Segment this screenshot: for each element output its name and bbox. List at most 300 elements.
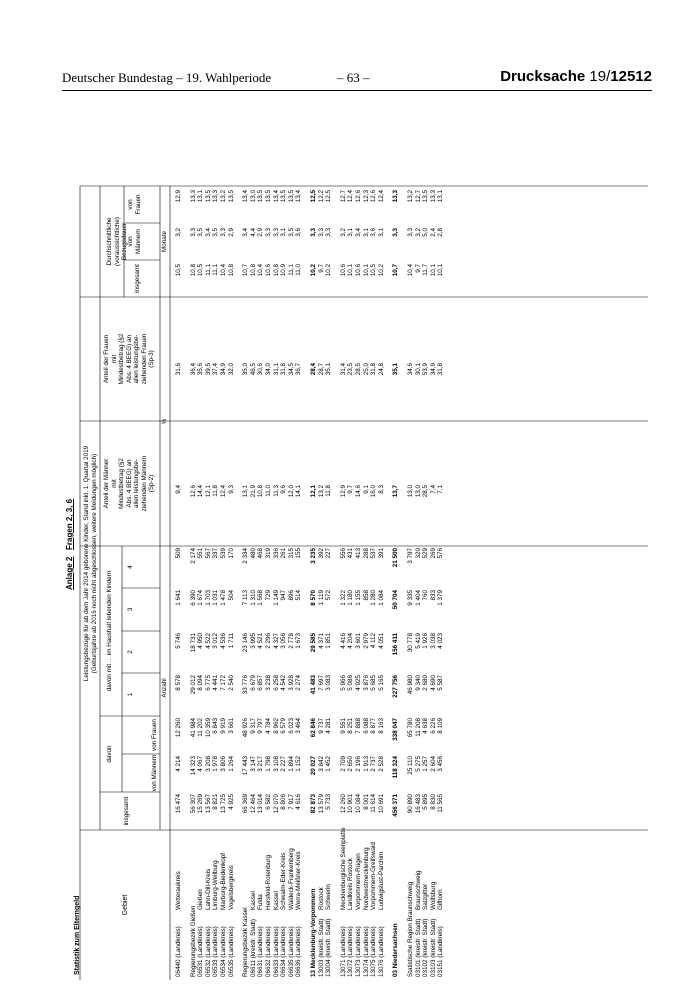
row-label: 03151 (Landkreis) xyxy=(437,926,445,977)
page-number: – 63 – xyxy=(337,70,370,85)
table-cell: 7,4 xyxy=(429,485,437,494)
anteil-frauen-line: Abs. 4 BEEG) an xyxy=(125,335,133,383)
table-cell: 1 798 xyxy=(265,756,272,772)
row-label: 06611 (kreisfr. Stadt) xyxy=(249,919,257,977)
table-cell: 9 340 xyxy=(414,675,422,691)
table-cell: 20 027 xyxy=(310,756,317,776)
table-cell: 6 775 xyxy=(204,675,212,691)
table-cell: 41 483 xyxy=(310,675,317,695)
table-cell: 3,3 xyxy=(265,228,272,237)
anteil-maenner-line: Anteil der Männer xyxy=(103,458,110,509)
table-cell: 261 xyxy=(280,548,288,559)
table-cell: 1 711 xyxy=(227,633,235,649)
table-cell: 13,1 xyxy=(242,485,250,498)
table-cell: 8,3 xyxy=(377,485,385,494)
table-cell: 8 570 xyxy=(310,590,317,606)
table-cell: 3 661 xyxy=(227,718,235,734)
table-cell: 9,7 xyxy=(347,485,355,494)
row-label: 06636 (Landkreis) xyxy=(295,926,303,977)
table-cell: 2,4 xyxy=(429,228,437,237)
table-cell: 4 950 xyxy=(197,633,205,649)
doc-id: 12512 xyxy=(610,68,652,85)
table-cell: 34,5 xyxy=(287,363,295,376)
table-cell: 1 322 xyxy=(339,590,347,606)
table-cell: 5 587 xyxy=(437,675,445,691)
table-cell: 1 673 xyxy=(295,633,303,649)
table-cell: 10,7 xyxy=(242,264,250,277)
table-cell: 4 925 xyxy=(227,794,235,810)
table-cell: 10,2 xyxy=(310,264,317,277)
row-sublabel: Gießen xyxy=(197,889,205,910)
row-sublabel: Hersfeld-Rotenburg xyxy=(265,855,272,910)
row-sublabel: Vorpommern-Rügen xyxy=(355,853,362,910)
table-cell: 509 xyxy=(175,548,182,559)
anteil-frauen-line: Anteil der Frauen xyxy=(103,334,110,384)
anteil-maenner-line: allen leistungsbe- xyxy=(133,459,140,509)
table-cell: 5 275 xyxy=(414,756,422,772)
table-cell: 2 334 xyxy=(242,548,250,564)
table-cell: 3 147 xyxy=(249,756,257,772)
table-cell: 1 257 xyxy=(422,756,430,772)
table-cell: 7 172 xyxy=(220,675,227,691)
table-cell: 7,1 xyxy=(437,485,445,494)
row-label: 13073 (Landkreis) xyxy=(355,926,362,977)
table-cell: 13,0 xyxy=(407,485,414,498)
table-cell: 1 568 xyxy=(257,590,265,606)
table-cell: 3,1 xyxy=(280,228,288,237)
col-kinder-1: 1 xyxy=(127,692,134,697)
table-cell: 3,1 xyxy=(377,228,385,237)
table-cell: 11,7 xyxy=(422,264,430,276)
row-label: 03 Niedersachsen xyxy=(392,923,400,977)
table-cell: 6 857 xyxy=(257,675,265,691)
table-cell: 41 984 xyxy=(189,718,197,738)
table-cell: 13,4 xyxy=(242,190,250,203)
table-cell: 12,0 xyxy=(287,485,295,498)
table-cell: 1 031 xyxy=(212,590,220,606)
table-cell: 30 778 xyxy=(407,633,414,653)
row-label: Statistische Region Braunschweig xyxy=(407,881,414,977)
table-cell: 2 274 xyxy=(295,675,303,691)
table-cell: 2 778 xyxy=(287,633,295,649)
table-cell: 25 110 xyxy=(407,756,414,775)
table-cell: 3,2 xyxy=(414,228,422,237)
table-cell: 31,8 xyxy=(370,363,378,376)
table-cell: 18 731 xyxy=(189,633,197,653)
table-cell: 10,6 xyxy=(339,264,347,277)
table-cell: 31,4 xyxy=(339,363,347,376)
table-cell: 29 012 xyxy=(189,675,197,695)
table-cell: 8 578 xyxy=(175,675,182,691)
row-sublabel: Mecklenburgische Seenplatte xyxy=(339,827,347,910)
table-cell: 9 551 xyxy=(339,718,347,734)
table-cell: 3,2 xyxy=(339,228,347,237)
table-cell: 9 317 xyxy=(249,718,257,734)
table-cell: 10 359 xyxy=(204,718,212,738)
table-cell: 4 067 xyxy=(197,756,205,772)
table-cell: 13,5 xyxy=(257,190,265,203)
row-sublabel: Vorpommern-Greifswald xyxy=(370,842,378,910)
table-cell: 12,4 xyxy=(377,190,385,203)
table-cell: 11,3 xyxy=(272,485,280,497)
table-cell: 3,3 xyxy=(392,228,400,237)
table-cell: 11 565 xyxy=(437,794,445,813)
table-cell: 572 xyxy=(325,590,333,601)
table-cell: 13,4 xyxy=(295,190,303,203)
table-cell: 4 925 xyxy=(355,675,362,691)
table-cell: 9 797 xyxy=(257,718,265,734)
table-cell: 4 690 xyxy=(429,675,437,691)
anteil-frauen-line: (Sp-3) xyxy=(148,350,155,368)
table-cell: 34,6 xyxy=(407,363,414,376)
table-cell: 319 xyxy=(265,548,272,559)
table-cell: 5 746 xyxy=(175,633,182,649)
row-label: 06531 (Landkreis) xyxy=(197,926,205,977)
table-cell: 8 163 xyxy=(377,718,385,734)
table-cell: 13,0 xyxy=(249,190,257,203)
table-cell: 10,5 xyxy=(370,264,378,277)
table-cell: 46 980 xyxy=(407,675,414,695)
table-cell: 10,8 xyxy=(249,264,257,277)
table-cell: 4 327 xyxy=(272,633,280,649)
table-cell: 9,7 xyxy=(317,264,325,273)
table-cell: 1 119 xyxy=(317,590,325,606)
table-cell: 11 208 xyxy=(414,718,422,737)
row-label: 13 Mecklenburg-Vorpommern xyxy=(310,888,317,977)
table-cell: 28,7 xyxy=(317,363,325,376)
row-sublabel: Marburg-Biedenkopf xyxy=(220,852,227,910)
table-cell: 13,5 xyxy=(265,190,272,203)
table-cell: 15 269 xyxy=(197,794,205,814)
table-cell: 6 226 xyxy=(429,718,437,734)
table-cell: 11,8 xyxy=(325,485,333,497)
table-cell: 4 112 xyxy=(370,633,378,649)
table-cell: 2 604 xyxy=(429,756,437,772)
table-cell: 5 165 xyxy=(377,675,385,691)
col-davon: davon xyxy=(106,745,113,763)
unit-monate: Monate xyxy=(161,231,168,253)
table-cell: 30,1 xyxy=(414,363,422,376)
table-cell: 11,0 xyxy=(265,485,272,497)
table-cell: 21,9 xyxy=(249,485,257,498)
table-cell: 13,5 xyxy=(422,190,430,203)
col-kinder-4: 4 xyxy=(127,565,134,569)
row-label: 06631 (Landkreis) xyxy=(257,926,265,977)
table-cell: 504 xyxy=(227,590,235,601)
row-label: 06532 (Landkreis) xyxy=(204,926,212,977)
table-cell: 551 xyxy=(197,548,205,559)
table-cell: 2 737 xyxy=(370,756,378,772)
table-cell: 1 264 xyxy=(227,756,235,772)
table-cell: 35,6 xyxy=(197,363,205,376)
row-sublabel: Fulda xyxy=(257,894,265,910)
table-cell: 65 780 xyxy=(407,718,414,738)
table-cell: 537 xyxy=(370,548,378,559)
table-cell: 5 895 xyxy=(422,794,430,810)
table-cell: 1 478 xyxy=(220,590,227,606)
row-sublabel: Kassel xyxy=(249,891,257,910)
table-cell: 13,5 xyxy=(227,190,235,203)
table-cell: 468 xyxy=(257,548,265,559)
anlage-label: Anlage 2 xyxy=(65,556,74,590)
table-cell: 10,2 xyxy=(377,264,385,277)
table-cell: 12,4 xyxy=(220,485,227,498)
table-cell: 10 691 xyxy=(377,794,385,814)
table-cell: 11,1 xyxy=(212,264,220,276)
row-label: 06635 (Landkreis) xyxy=(287,926,295,977)
table-cell: 1 379 xyxy=(437,590,445,606)
row-sublabel: Wolfsburg xyxy=(429,881,437,910)
table-cell: 35,1 xyxy=(392,363,400,376)
table-cell: 10,5 xyxy=(197,264,205,277)
table-cell: 3,3 xyxy=(407,228,414,237)
table-cell: 4 214 xyxy=(175,756,182,772)
table-cell: 2 979 xyxy=(362,633,370,649)
table-cell: 31,6 xyxy=(175,363,182,376)
table-cell: 32,0 xyxy=(227,363,235,376)
table-cell: 13,1 xyxy=(197,190,205,203)
row-sublabel: Braunschweig xyxy=(414,870,422,910)
table-cell: 3 464 xyxy=(295,718,303,734)
row-sublabel: Schwalm-Eder-Kreis xyxy=(280,852,288,910)
table-cell: 50 704 xyxy=(392,590,400,610)
table-cell: 90 890 xyxy=(407,794,414,814)
table-cell: 4 051 xyxy=(377,633,385,649)
table-cell: 13,7 xyxy=(392,485,400,498)
anteil-maenner-line: (Sp-2) xyxy=(148,474,155,493)
table-cell: 82 873 xyxy=(310,794,317,814)
table-cell: 6 390 xyxy=(189,590,197,606)
table-cell: 6 843 xyxy=(212,718,220,734)
anteil-frauen-line: allen leistungsbe- xyxy=(133,334,140,384)
table-cell: 947 xyxy=(280,590,288,601)
group-header-line1: Leistungsbezüge für ab dem Jahr 2014 geborene Kinder, Stand inkl. 1. Quartal 2019 xyxy=(83,445,90,682)
table-cell: 858 xyxy=(362,590,370,601)
table-cell: 10,1 xyxy=(362,264,370,277)
table-cell: 31,1 xyxy=(272,363,280,376)
durchschnitt-line: Durchschnittliche xyxy=(106,217,113,266)
table-cell: 24,8 xyxy=(377,363,385,376)
table-cell: 1 149 xyxy=(272,590,280,606)
table-cell: 13,5 xyxy=(204,190,212,203)
table-cell: 28,4 xyxy=(310,363,317,376)
row-sublabel: Rostock xyxy=(317,887,325,910)
table-cell: 413 xyxy=(355,548,362,559)
table-cell: 3 928 xyxy=(287,675,295,691)
table-cell: 8 109 xyxy=(437,718,445,734)
table-cell: 539 xyxy=(220,548,227,559)
table-cell: 1 674 xyxy=(197,590,205,606)
table-cell: 9,3 xyxy=(227,485,235,494)
table-cell: 337 xyxy=(212,548,220,559)
table-cell: 4 371 xyxy=(317,633,325,649)
table-cell: 34,9 xyxy=(220,363,227,376)
table-cell: 1 310 xyxy=(249,590,257,606)
parliament-period: Deutscher Bundestag – 19. Wahlperiode xyxy=(62,70,272,85)
table-cell: 5 733 xyxy=(325,794,333,810)
table-cell: 3,3 xyxy=(325,228,333,237)
table-cell: 155 xyxy=(295,548,303,559)
table-cell: 8 821 xyxy=(212,794,220,810)
table-cell: 227 xyxy=(325,548,333,559)
table-cell: 6 582 xyxy=(265,794,272,810)
anteil-maenner-line: Abs. 4 BEEG) an xyxy=(125,459,133,508)
row-sublabel: Lahn-Dill-Kreis xyxy=(204,868,212,910)
row-label: 13071 (Landkreis) xyxy=(339,926,347,977)
anteil-frauen-line: ziehenden Frauen xyxy=(140,333,148,385)
table-cell: 10,5 xyxy=(175,264,182,277)
section-title: Statistik zum Elterngeld xyxy=(74,895,81,975)
row-label: 06632 (Landkreis) xyxy=(265,926,272,977)
table-cell: 12,4 xyxy=(347,190,355,203)
table-cell: 3 083 xyxy=(325,675,333,691)
table-cell: 16,0 xyxy=(370,485,378,498)
table-cell: 8 094 xyxy=(197,675,205,691)
table-cell: 2 540 xyxy=(227,675,235,691)
table-cell: 12,9 xyxy=(175,190,182,203)
table-cell: 34,0 xyxy=(265,363,272,376)
table-cell: 431 xyxy=(347,548,355,559)
row-sublabel: Schwerin xyxy=(325,884,333,910)
row-label: 13003 (kreisfr. Stadt) xyxy=(317,918,325,977)
table-cell: 8 806 xyxy=(280,794,288,810)
table-cell: 13,1 xyxy=(437,190,445,203)
table-cell: 8 001 xyxy=(362,794,370,810)
table-cell: 576 xyxy=(437,548,445,559)
row-sublabel: Gifhorn xyxy=(437,889,445,910)
row-label: 13004 (kreisfr. Stadt) xyxy=(325,918,333,977)
table-cell: 12,6 xyxy=(355,190,362,203)
table-cell: 13,5 xyxy=(287,190,295,203)
table-cell: 760 xyxy=(422,590,430,601)
table-cell: 2 196 xyxy=(355,756,362,772)
table-cell: 13,3 xyxy=(429,190,437,203)
table-cell: 4 521 xyxy=(257,633,265,649)
table-cell: 3 235 xyxy=(310,548,317,564)
table-cell: 8 962 xyxy=(272,718,280,734)
table-cell: 10,4 xyxy=(257,264,265,277)
row-sublabel: Vogelsbergkreis xyxy=(227,865,235,910)
row-sublabel: Limburg-Weilburg xyxy=(212,860,220,910)
table-cell: 3,2 xyxy=(175,228,182,237)
table-cell: 12 070 xyxy=(272,794,280,814)
table-cell: 9 737 xyxy=(317,718,325,734)
table-cell: 14 323 xyxy=(189,756,197,776)
table-cell: 21 500 xyxy=(392,548,400,568)
table-cell: 2 680 xyxy=(422,675,430,691)
table-cell: 12,5 xyxy=(310,190,317,203)
table-cell: 11,8 xyxy=(212,485,220,497)
table-cell: 3,6 xyxy=(295,228,303,237)
col-kinder-3: 3 xyxy=(127,607,134,612)
row-sublabel: Waldeck-Frankenberg xyxy=(287,848,295,910)
table-cell: 10,8 xyxy=(227,264,235,277)
table-cell: 2 174 xyxy=(189,548,197,564)
table-cell: 315 xyxy=(287,548,295,559)
table-cell: 6 579 xyxy=(280,718,288,734)
table-cell: 1 641 xyxy=(175,590,182,606)
table-cell: 34,9 xyxy=(429,363,437,376)
table-cell: 7 917 xyxy=(287,794,295,810)
doc-prefix: Drucksache xyxy=(500,68,590,85)
table-cell: 4 204 xyxy=(347,633,355,649)
table-cell: 14,6 xyxy=(355,485,362,498)
row-label: Regierungsbezirk Gießen xyxy=(189,905,197,977)
table-cell: 3 217 xyxy=(257,756,265,772)
table-cell: 10,7 xyxy=(392,264,400,277)
table-cell: 10 084 xyxy=(355,794,362,814)
row-label: 06440 (Landkreis) xyxy=(175,926,182,977)
table-cell: 9 335 xyxy=(407,590,414,606)
table-cell: 9,7 xyxy=(414,264,422,273)
row-label: 06633 (Landkreis) xyxy=(272,926,280,977)
table-cell: 4 281 xyxy=(325,718,333,734)
table-cell: 10,8 xyxy=(272,264,280,277)
table-cell: 11,1 xyxy=(204,264,212,276)
row-sublabel: Wetteraukreis xyxy=(175,871,182,910)
table-cell: 10,4 xyxy=(220,264,227,277)
group-header-line2: (Geburtsjahre ab 2016 noch nicht abgeschlossen, weitere Meldungen möglich) xyxy=(91,453,98,674)
table-cell: 3,1 xyxy=(347,228,355,237)
table-cell: 9,4 xyxy=(175,485,182,494)
table-cell: 10,1 xyxy=(347,264,355,277)
table-cell: 30,6 xyxy=(257,363,265,376)
table-cell: 3,3 xyxy=(220,228,227,237)
table-cell: 23 146 xyxy=(242,633,250,653)
table-cell: 35,0 xyxy=(242,363,250,376)
table-cell: 36,7 xyxy=(295,363,303,376)
row-label: 06534 (Landkreis) xyxy=(220,926,227,977)
table-cell: 5 966 xyxy=(339,675,347,691)
table-cell: 7 888 xyxy=(355,718,362,734)
table-cell: 39,5 xyxy=(204,363,212,376)
table-cell: 4 441 xyxy=(212,675,220,691)
table-cell: 1 084 xyxy=(377,590,385,606)
row-label: 03101 (kreisfr. Stadt) xyxy=(414,918,422,977)
unit-anzahl: Anzahl xyxy=(161,678,168,698)
table-cell: 13,3 xyxy=(392,190,400,203)
table-cell: 7 697 xyxy=(317,675,325,691)
table-cell: 10,1 xyxy=(437,264,445,277)
row-sublabel: Kassel xyxy=(272,891,280,910)
anteil-maenner-line: Mindestbetrag (§2 xyxy=(118,458,125,509)
row-sublabel: Salzgitter xyxy=(422,883,430,910)
table-cell: 1 851 xyxy=(325,633,333,649)
table-cell: 13,0 xyxy=(414,485,422,498)
table-cell: 11 614 xyxy=(370,794,378,813)
table-cell: 288 xyxy=(362,548,370,559)
table-cell: 46,5 xyxy=(249,363,257,376)
table-cell: 1 703 xyxy=(204,590,212,606)
table-cell: 391 xyxy=(377,548,385,559)
table-cell: 8 830 xyxy=(429,794,437,810)
table-cell: 2 650 xyxy=(347,756,355,772)
table-cell: 3,5 xyxy=(212,228,220,237)
table-cell: 4 542 xyxy=(280,675,288,691)
row-label: 13074 (Landkreis) xyxy=(362,926,370,977)
table-cell: 33 776 xyxy=(242,675,250,695)
row-sublabel: Landkreis Rostock xyxy=(347,858,355,910)
table-cell: 66 369 xyxy=(242,794,250,814)
table-cell: 10,2 xyxy=(325,264,333,277)
table-cell: 6 679 xyxy=(249,675,257,691)
table-cell: 12,5 xyxy=(325,190,333,203)
table-cell: 13 725 xyxy=(220,794,227,814)
table-cell: 3,4 xyxy=(242,228,250,237)
table-cell: 12,7 xyxy=(414,190,422,203)
table-cell: 48 926 xyxy=(242,718,250,738)
table-cell: 529 xyxy=(422,548,430,559)
